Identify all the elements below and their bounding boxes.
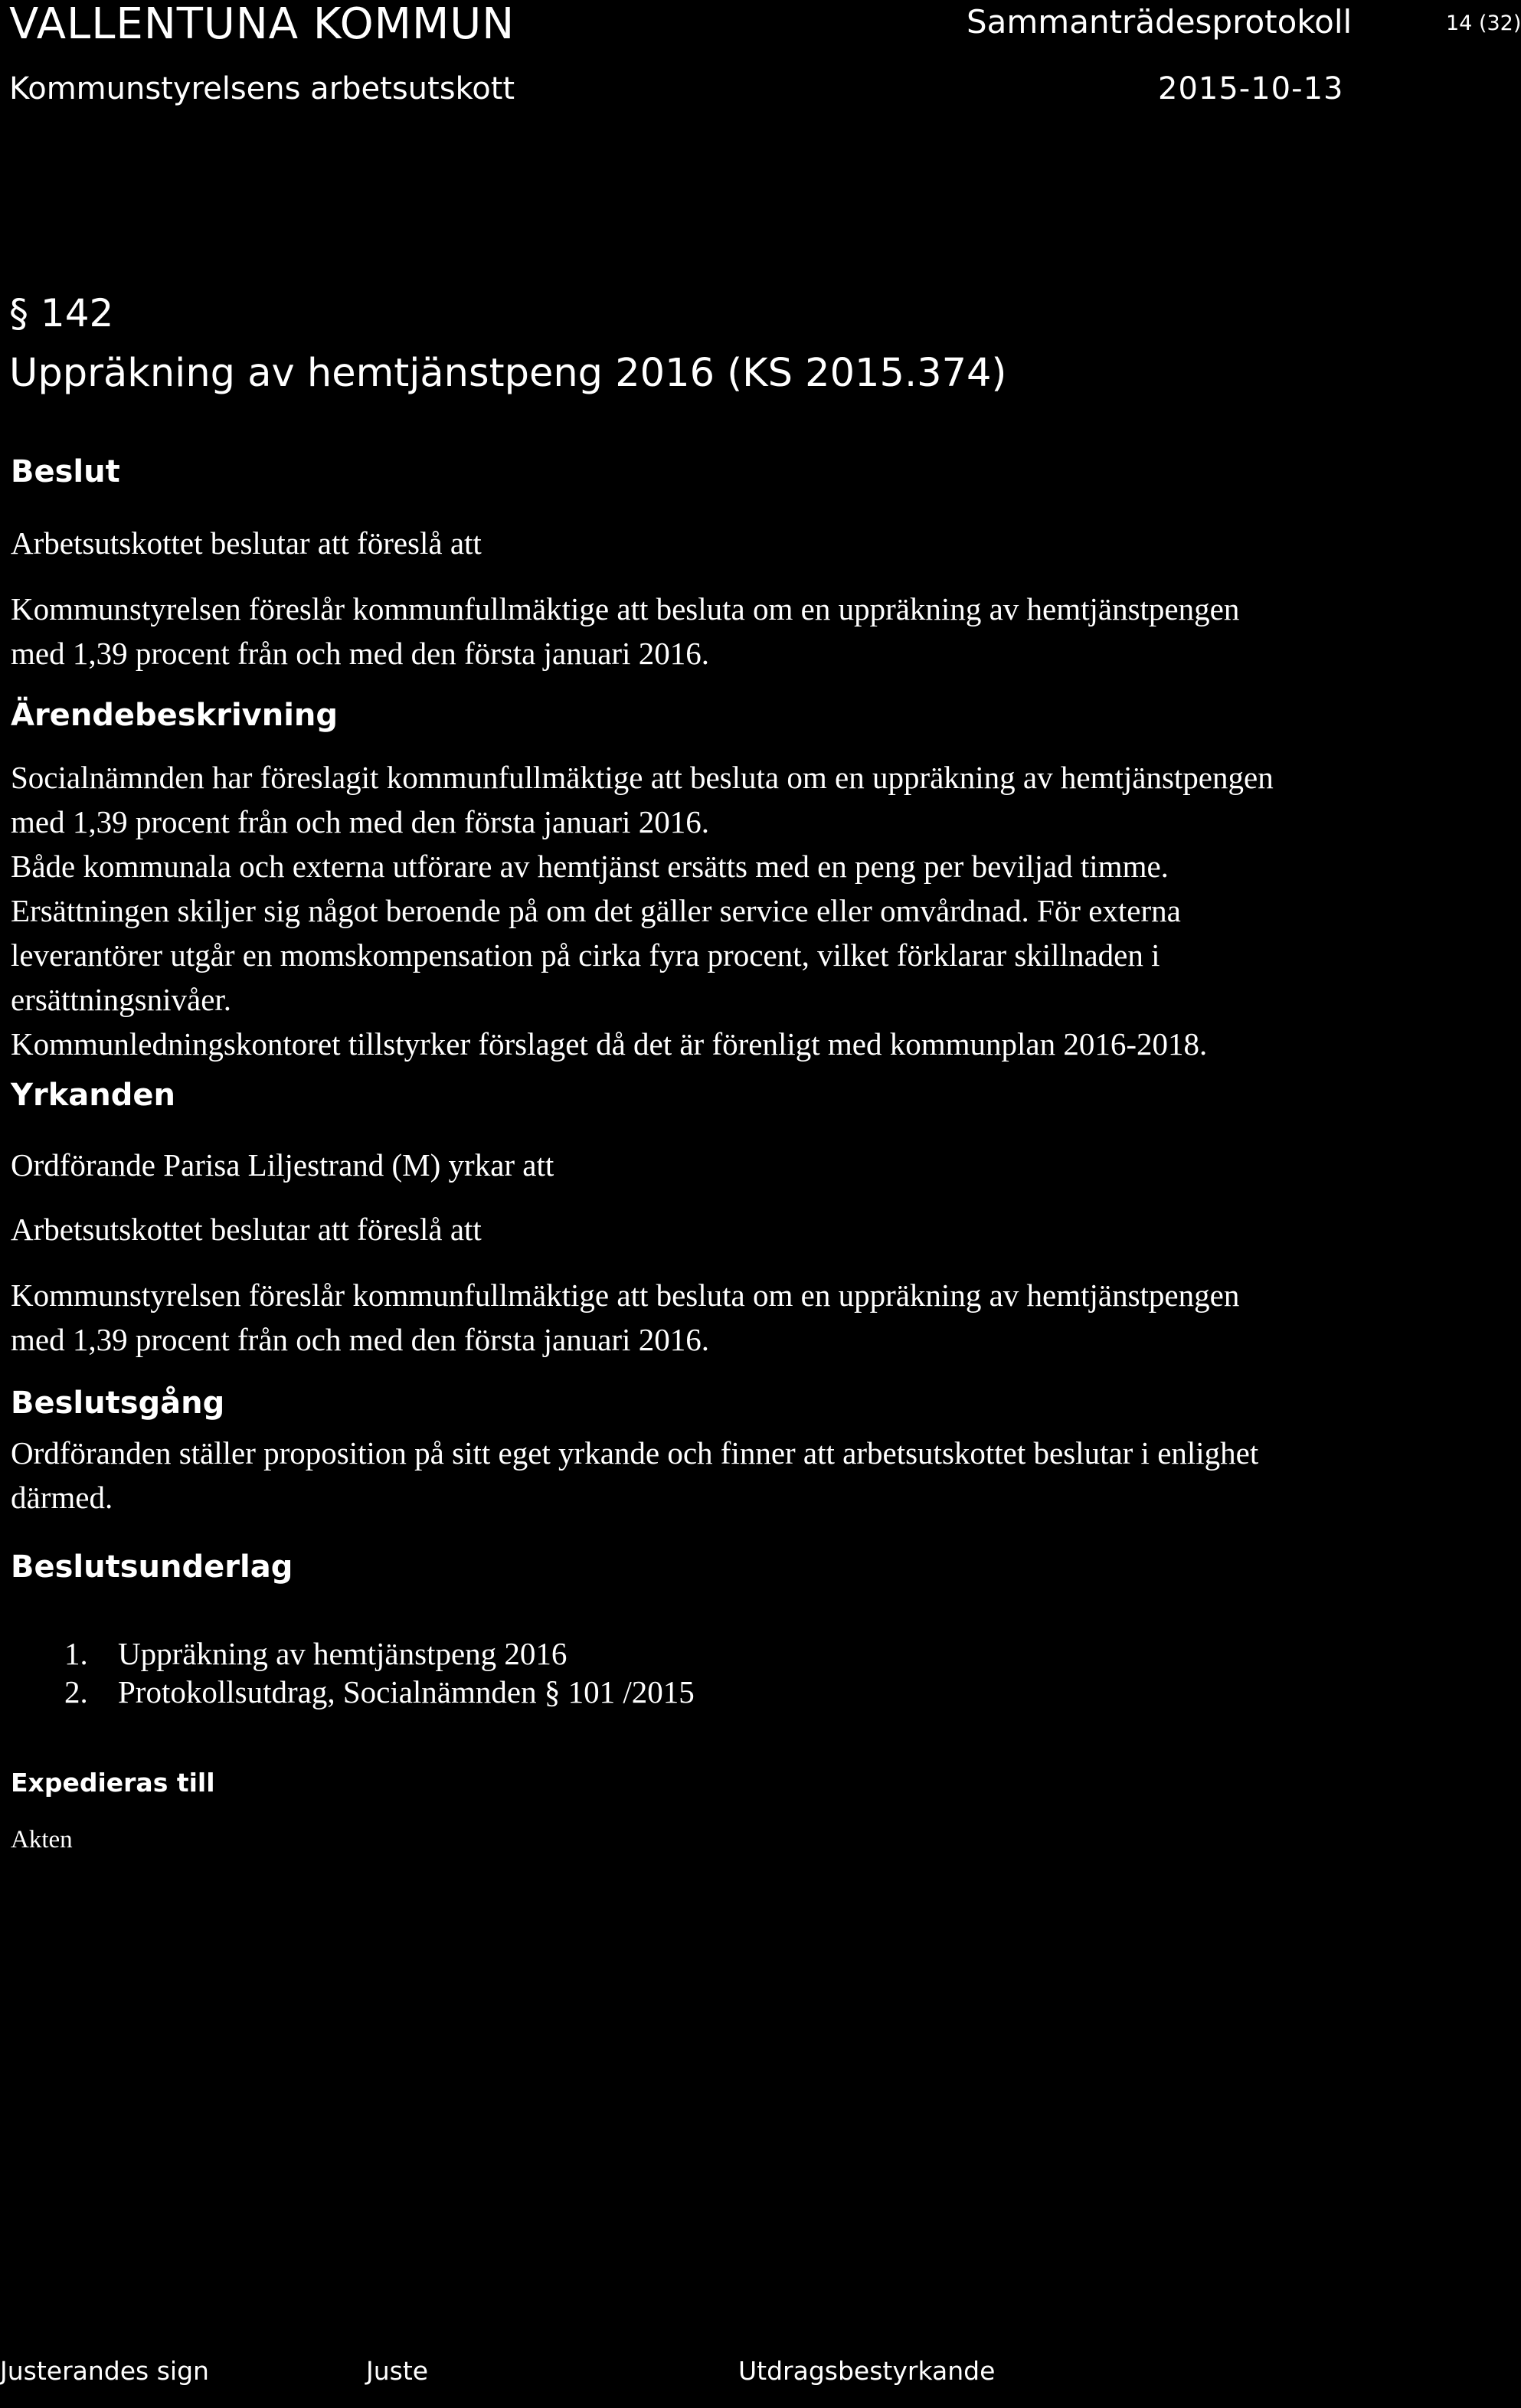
yrkanden-proposal-intro: Ordförande Parisa Liljestrand (M) yrkar att	[11, 1147, 554, 1183]
beslut-intro: Arbetsutskottet beslutar att föreslå att	[11, 525, 482, 561]
decision-basis-list	[11, 1634, 695, 1711]
heading-expedieras-till: Expedieras till	[11, 1768, 215, 1798]
list-item-number: 2.	[64, 1674, 88, 1709]
list-item-text: Protokollsutdrag, Socialnämnden § 101 /2015	[118, 1674, 695, 1709]
yrkanden-decision-intro: Arbetsutskottet beslutar att föreslå att	[11, 1212, 482, 1247]
document-type: Sammanträdesprotokoll	[967, 3, 1353, 41]
heading-beslutsunderlag: Beslutsunderlag	[11, 1549, 293, 1585]
heading-beslutsgang: Beslutsgång	[11, 1386, 225, 1421]
beslutsgang-text: Ordföranden ställer proposition på sitt eget yrkande och finner att arbetsutskottet beslutar i enlighet därmed.	[11, 1435, 1259, 1515]
expedieras-till-recipient: Akten	[11, 1826, 73, 1853]
list-item	[11, 1634, 695, 1673]
arendebeskrivning-text: Socialnämnden har föreslagit kommunfullmäktige att besluta om en uppräkning av hemtjänstpengen med 1,39 procent från och med den första januari 2016. Både kommunala och externa utförare av hemtjänst ersätts med en peng per beviljad timme. Ersättningen skiljer sig något beroende på om det gäller service eller omvårdnad. För externa leverantörer utgår en momskompensation på cirka fyra procent, vilket förklarar skillnaden i ersättningsnivåer. Kommunledningskontoret tillstyrker förslaget då det är förenligt med kommunplan 2016-2018.	[11, 760, 1274, 1062]
heading-beslut: Beslut	[11, 454, 120, 489]
footer-extract-label: Utdragsbestyrkande	[738, 2356, 996, 2386]
heading-arendebeskrivning: Ärendebeskrivning	[11, 698, 339, 733]
yrkanden-proposal-text: Kommunstyrelsen föreslår kommunfullmäktige att besluta om en uppräkning av hemtjänstpengen med 1,39 procent från och med den första januari 2016.	[11, 1278, 1240, 1357]
case-title: Uppräkning av hemtjänstpeng 2016 (KS 2015.374)	[9, 351, 1007, 396]
beslut-text: Kommunstyrelsen föreslår kommunfullmäktige att besluta om en uppräkning av hemtjänstpengen med 1,39 procent från och med den första januari 2016.	[11, 591, 1240, 671]
municipality-name: VALLENTUNA KOMMUN	[9, 0, 515, 49]
meeting-date: 2015-10-13	[1158, 71, 1344, 106]
list-item	[11, 1673, 695, 1711]
heading-yrkanden: Yrkanden	[11, 1078, 175, 1113]
footer-signature-label: Justerandes sign	[0, 2356, 209, 2386]
page-number: 14 (32)	[1446, 11, 1521, 35]
footer-juste-label: Juste	[366, 2356, 429, 2386]
section-number: § 142	[9, 291, 114, 335]
list-item-text: Uppräkning av hemtjänstpeng 2016	[118, 1636, 568, 1671]
committee-name: Kommunstyrelsens arbetsutskott	[9, 71, 515, 106]
list-item-number: 1.	[64, 1636, 88, 1671]
